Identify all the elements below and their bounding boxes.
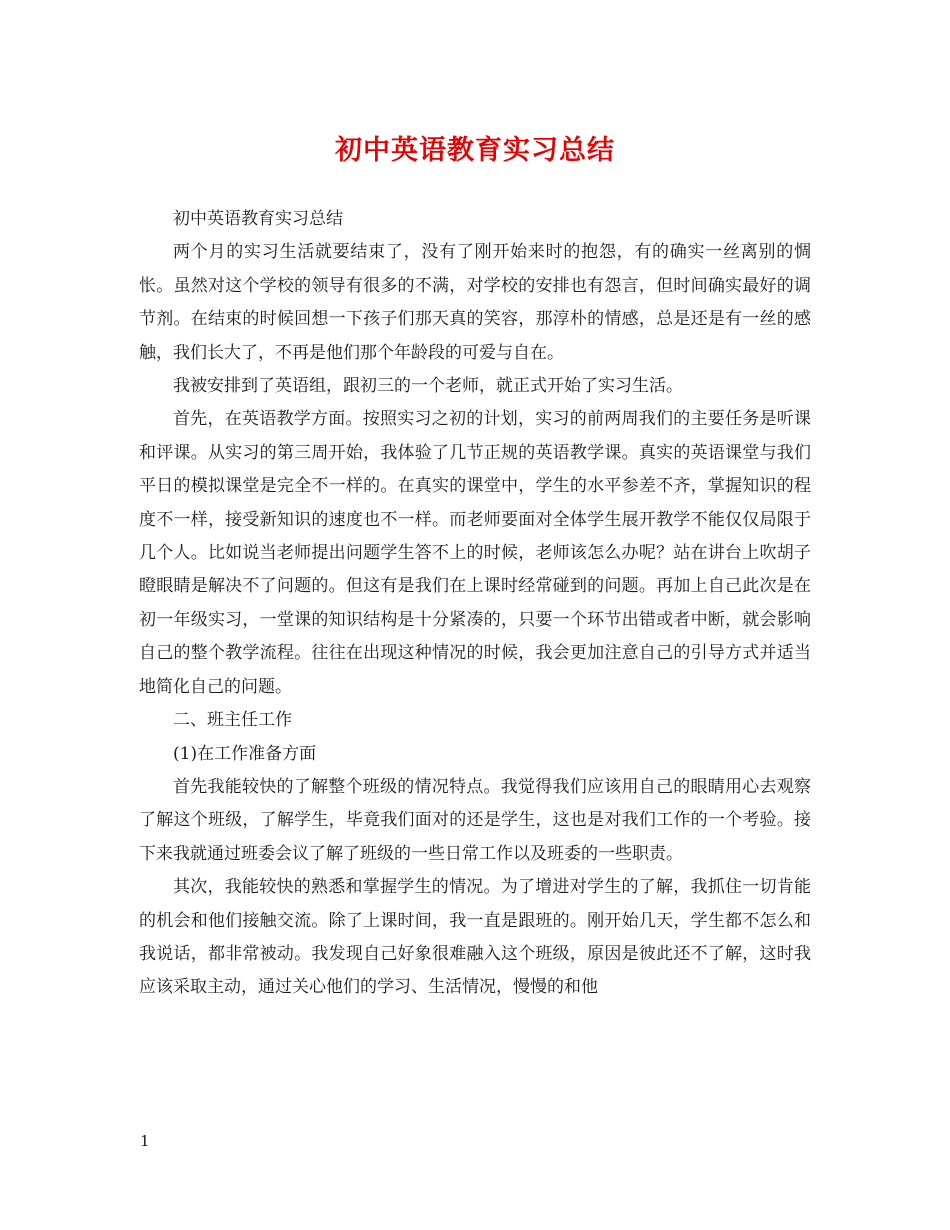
document-body	[139, 203, 811, 1005]
subsection-heading: (1)在工作准备方面	[173, 743, 317, 764]
body-paragraph-heading: 初中英语教育实习总结	[173, 209, 343, 229]
page-number: 1	[140, 1132, 150, 1150]
body-paragraph: 两个月的实习生活就要结束了，没有了刚开始来时的抱怨，有的确实一丝离别的惆怅。虽然对这个学校的领导有很多的不满，对学校的安排也有怨言，但时间确实最好的调节剂。在结束的时候回想一下孩子们那天真的笑容，那淳朴的情感，总是还是有一丝的感触，我们长大了，不再是他们那个年龄段的可爱与自在。	[139, 242, 811, 363]
document-title: 初中英语教育实习总结	[335, 135, 615, 166]
body-paragraph: 我被安排到了英语组，跟初三的一个老师，就正式开始了实习生活。	[173, 376, 683, 397]
body-paragraph: 首先，在英语教学方面。按照实习之初的计划，实习的前两周我们的主要任务是听课和评课。从实习的第三周开始，我体验了几节正规的英语教学课。真实的英语课堂与我们平日的模拟课堂是完全不一样的。在真实的课堂中，学生的水平参差不齐，掌握知识的程度不一样，接受新知识的速度也不一样。而老师要面对全体学生展开教学不能仅仅局限于几个人。比如说当老师提出问题学生答不上的时候，老师该怎么办呢？站在讲台上吹胡子瞪眼睛是解决不了问题的。但这有是我们在上课时经常碰到的问题。再加上自己此次是在初一年级实习，一堂课的知识结构是十分紧凑的，只要一个环节出错或者中断，就会影响自己的整个教学流程。往往在出现这种情况的时候，我会更加注意自己的引导方式并适当地简化自己的问题。	[139, 409, 811, 697]
section-heading: 二、班主任工作	[173, 710, 292, 731]
body-paragraph: 其次，我能较快的熟悉和掌握学生的情况。为了增进对学生的了解，我抓住一切肯能的机会和他们接触交流。除了上课时间，我一直是跟班的。刚开始几天，学生都不怎么和我说话，都非常被动。我发现自己好象很难融入这个班级，原因是彼此还不了解，这时我应该采取主动，通过关心他们的学习、生活情况，慢慢的和他	[139, 877, 811, 998]
body-paragraph: 首先我能较快的了解整个班级的情况特点。我觉得我们应该用自己的眼睛用心去观察了解这个班级，了解学生，毕竟我们面对的还是学生，这也是对我们工作的一个考验。接下来我就通过班委会议了解了班级的一些日常工作以及班委的一些职责。	[139, 776, 811, 864]
